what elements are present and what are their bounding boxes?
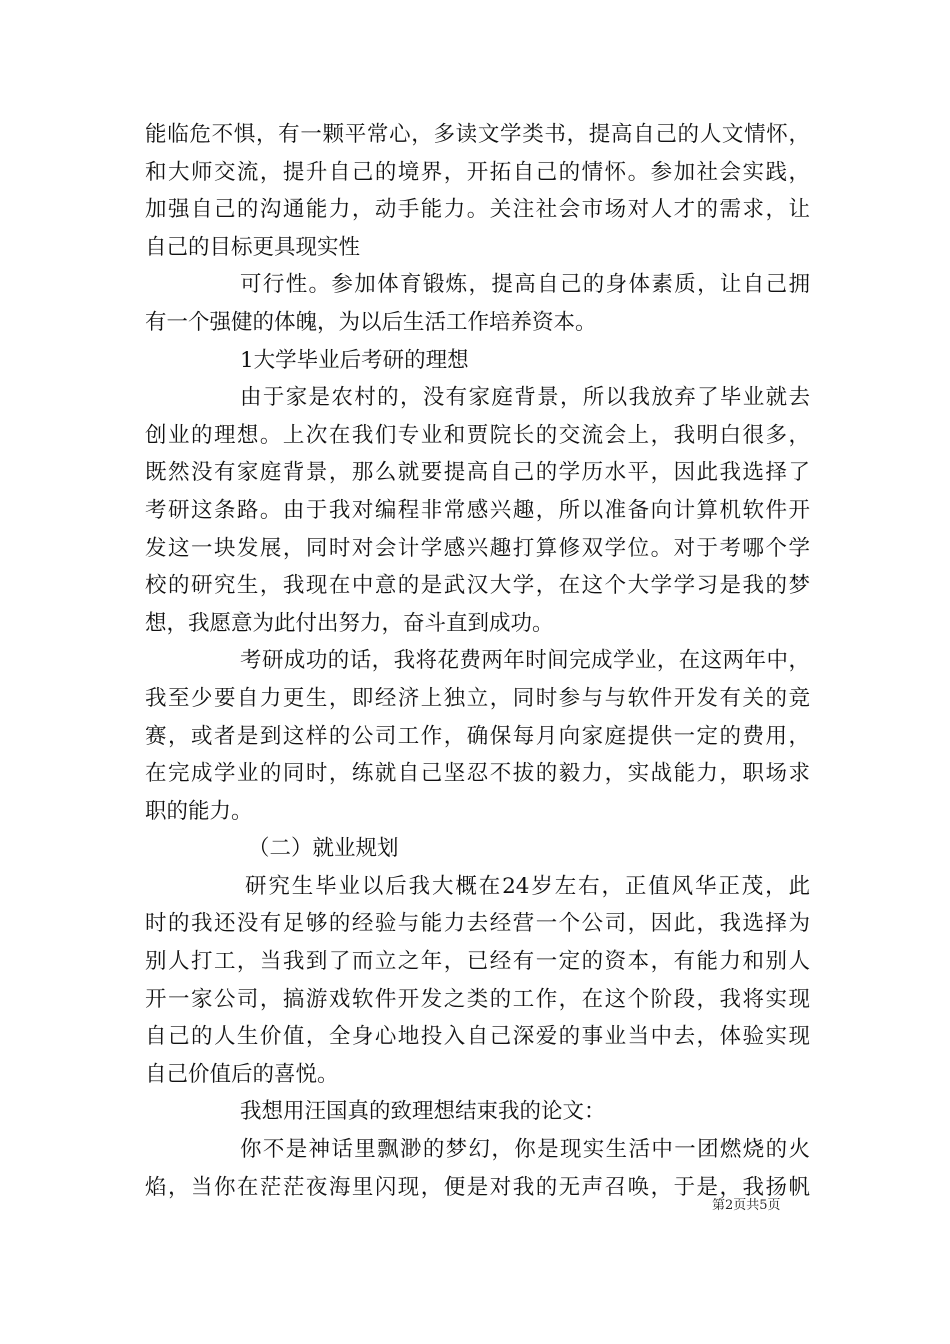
text-line: 开一家公司，搞游戏软件开发之类的工作，在这个阶段，我将实现: [145, 986, 810, 1012]
text-line: 有一个强健的体魄，为以后生活工作培养资本。: [145, 309, 597, 335]
text-line: 创业的理想。上次在我们专业和贾院长的交流会上，我明白很多，: [145, 422, 810, 448]
section-heading: （二）就业规划: [248, 836, 399, 862]
text-line: 研究生毕业以后我大概在24岁左右，正值风华正茂，此: [245, 873, 810, 899]
text-line: 自己价值后的喜悦。: [145, 1061, 339, 1087]
text-line: 可行性。参加体育锻炼，提高自己的身体素质，让自己拥: [240, 272, 810, 298]
text-line: 我想用汪国真的致理想结束我的论文：: [240, 1099, 606, 1125]
text-line: 校的研究生，我现在中意的是武汉大学，在这个大学学习是我的梦: [145, 573, 810, 599]
text-line: 时的我还没有足够的经验与能力去经营一个公司，因此，我选择为: [145, 911, 810, 937]
text-line: 焰，当你在茫茫夜海里闪现，便是对我的无声召唤，于是，我扬帆: [145, 1174, 810, 1200]
section-heading: 1大学毕业后考研的理想: [240, 347, 469, 373]
text-line: 我至少要自力更生，即经济上独立，同时参与与软件开发有关的竞: [145, 685, 810, 711]
text-line: 发这一块发展，同时对会计学感兴趣打算修双学位。对于考哪个学: [145, 535, 810, 561]
text-line: 考研成功的话，我将花费两年时间完成学业，在这两年中，: [240, 648, 810, 674]
text-line: 能临危不惧，有一颗平常心，多读文学类书，提高自己的人文情怀，: [145, 122, 810, 147]
text-line: 既然没有家庭背景，那么就要提高自己的学历水平，因此我选择了: [145, 460, 810, 486]
text-line: 职的能力。: [145, 798, 253, 824]
text-line: 加强自己的沟通能力，动手能力。关注社会市场对人才的需求，让: [145, 197, 810, 223]
text-line: 你不是神话里飘渺的梦幻，你是现实生活中一团燃烧的火: [240, 1137, 810, 1163]
text-line: 和大师交流，提升自己的境界，开拓自己的情怀。参加社会实践，: [145, 159, 810, 185]
text-line: 想，我愿意为此付出努力，奋斗直到成功。: [145, 610, 554, 636]
text-line: 考研这条路。由于我对编程非常感兴趣，所以准备向计算机软件开: [145, 497, 810, 523]
text-line: 别人打工，当我到了而立之年，已经有一定的资本，有能力和别人: [145, 949, 810, 975]
text-line: 自己的目标更具现实性: [145, 234, 361, 260]
page-number: 第2页共5页: [712, 1198, 781, 1213]
text-line: 在完成学业的同时，练就自己坚忍不拔的毅力，实战能力，职场求: [145, 761, 810, 787]
document-body: [145, 116, 810, 1206]
text-line: 由于家是农村的，没有家庭背景，所以我放弃了毕业就去: [240, 385, 810, 411]
text-line: 自己的人生价值，全身心地投入自己深爱的事业当中去，体验实现: [145, 1024, 810, 1050]
text-line: 赛，或者是到这样的公司工作，确保每月向家庭提供一定的费用，: [145, 723, 810, 749]
